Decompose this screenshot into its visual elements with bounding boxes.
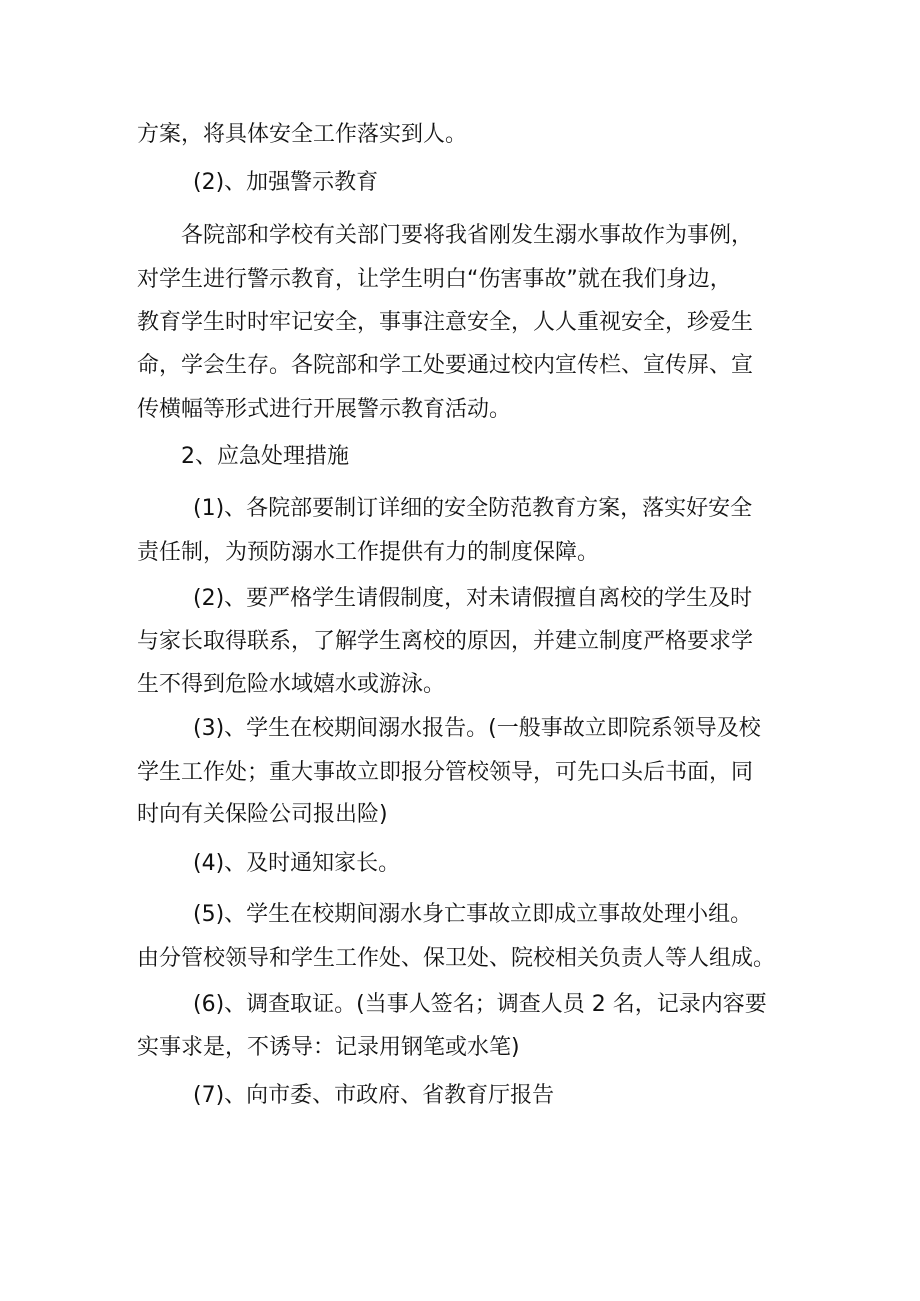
text-line: 传横幅等形式进行开展警示教育活动。 [137,397,512,422]
text-line: 时向有关保险公司报出险) [137,802,388,827]
section-heading: 2、应急处理措施 [181,444,349,469]
text-line: 与家长取得联系，了解学生离校的原因，并建立制度严格要求学 [137,629,754,654]
text-line: 生不得到危险水域嬉水或游泳。 [137,672,446,697]
text-line: (7)、向市委、市政府、省教育厅报告 [193,1083,555,1108]
text-line: 实事求是，不诱导：记录用钢笔或水笔) [137,1035,520,1060]
text-line: (4)、及时通知家长。 [193,851,401,876]
section-heading: (2)、加强警示教育 [193,170,379,195]
text-line: (6)、调查取证。(当事人签名；调查人员 2 名，记录内容要 [193,992,767,1017]
text-line: (2)、要严格学生请假制度，对未请假擅自离校的学生及时 [193,586,753,611]
text-line: 责任制，为预防溺水工作提供有力的制度保障。 [137,540,600,565]
text-line: (3)、学生在校期间溺水报告。(一般事故立即院系领导及校 [193,716,761,741]
text-line: 对学生进行警示教育，让学生明白“伤害事故”就在我们身边， [137,267,732,292]
text-line: 学生工作处；重大事故立即报分管校领导，可先口头后书面，同 [137,760,754,785]
text-line: 命，学会生存。各院部和学工处要通过校内宣传栏、宣传屏、宣 [137,353,754,378]
text-line: 教育学生时时牢记安全，事事注意安全，人人重视安全，珍爱生 [137,310,754,335]
text-line: 由分管校领导和学生工作处、保卫处、院校相关负责人等人组成。 [137,946,776,971]
text-line: (5)、学生在校期间溺水身亡事故立即成立事故处理小组。 [193,902,753,927]
text-line: 各院部和学校有关部门要将我省刚发生溺水事故作为事例， [181,223,754,248]
text-line: 方案，将具体安全工作落实到人。 [137,122,468,147]
text-line: (1)、各院部要制订详细的安全防范教育方案，落实好安全 [193,496,753,521]
